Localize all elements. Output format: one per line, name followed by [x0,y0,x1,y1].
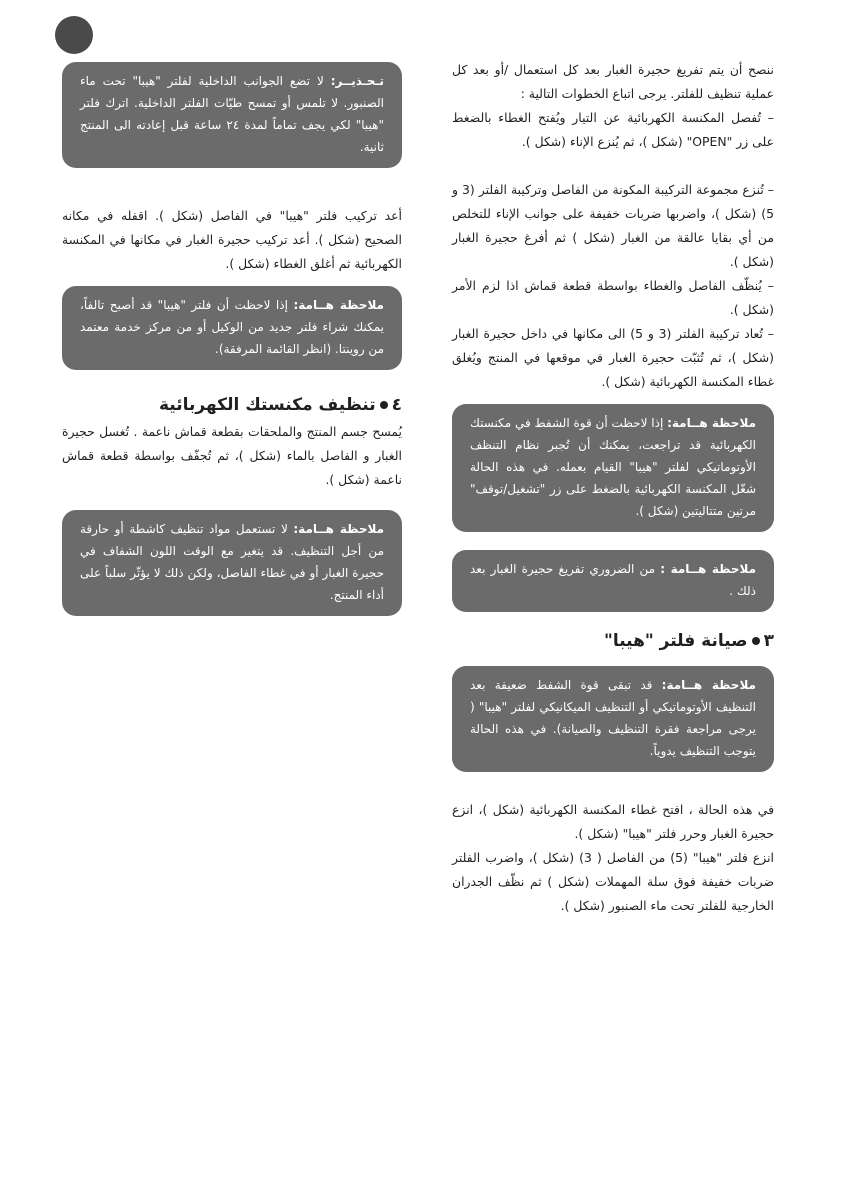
remove-filter-paragraph: انزع فلتر "هيبا" (5) من الفاصل ( 3) (شكل )، واضرب الفلتر ضربات خفيفة فوق سلة المهملات (شكل ) ثم نظّف الجدران الخارجية للفلتر تحت ماء الصنبور (شكل ). [452,850,774,913]
note-label: ملاحظة هــامة: [293,298,384,312]
cleaning-paragraph: يُمسح جسم المنتج والملحقات بقطعة قماش ناعمة . تُغسل حجيرة الغبار و الفاصل بالماء (شكل )، ثم تُجفّف بواسطة قطعة قماش ناعمة (شكل ). [62,424,402,487]
note-label: ملاحظة هــامة: [667,416,756,430]
note-abrasives [62,510,402,616]
bullet-icon [380,401,388,409]
note-text: من الضروري تفريغ حجيرة الغبار بعد ذلك . [470,562,756,598]
step-2: – تُنزع مجموعة التركيبة المكونة من الفاصل وتركيبة الفلتر (3 و 5) (شكل )، واضربها ضربات خفيفة على جوانب الإناء للتخلص من أي بقايا عالقة من الغبار (شكل ) ثم أفرغ حجيرة الغبار (شكل ). [452,182,774,269]
note-text: إذا لاحظت أن فلتر "هيبا" قد أصبح تالفاً، يمكنك شراء فلتر جديد من الوكيل أو من مركز خدمة معتمد من روينتا. (انظر القائمة المرفقة). [80,298,384,356]
reassemble-paragraph: أعد تركيب فلتر "هيبا" في الفاصل (شكل ). اقفله في مكانه الصحيح (شكل ). أعد تركيب حجيرة الغبار في مكانها في المكنسة الكهربائية ثم أغلق الغطاء (شكل ). [62,208,402,271]
step-3: – يُنظّف الفاصل والغطاء بواسطة قطعة قماش اذا لزم الأمر (شكل ). [452,278,774,317]
page-marker-dot [55,16,93,54]
note-suction-power [452,404,774,532]
note-text: لا تستعمل مواد تنظيف كاشطة أو حارقة من أجل التنظيف. قد يتغير مع الوقت اللون الشفاف في حجيرة الغبار أو في غطاء الفاصل، ولكن ذلك لا يؤثّر سلباً على أداء المنتج. [80,522,384,602]
note-manual-cleaning [452,666,774,772]
note-label: ملاحظة هــامة : [660,562,757,576]
note-label: ملاحظة هــامة: [293,522,385,536]
intro-paragraph: ننصح أن يتم تفريغ حجيرة الغبار بعد كل استعمال /أو بعد كل عملية تنظيف للفلتر. يرجى اتباع الخطوات التالية : [452,62,774,101]
note-text: إذا لاحظت أن قوة الشفط في مكنستك الكهربائية قد تراجعت، يمكنك أن تُجبر نظام التنظف الأوتوماتيكي لفلتر "هيبا" القيام بعمله. في هذه الحالة شغّل المكنسة الكهربائية بالضغط على زر "تشغيل/توقف" مرتين متتاليتين (شكل ). [470,416,756,518]
warning-text: لا تضع الجوانب الداخلية لفلتر "هيبا" تحت ماء الصنبور. لا تلمس أو تمسح طيّات الفلتر الداخلية. اترك فلتر "هيبا" لكي يجف تماماً لمدة ٢٤ ساعة قبل إعادته الى المنتج ثانية. [80,74,384,154]
note-empty-bin [452,550,774,612]
bullet-icon [752,637,760,645]
warning-box [62,62,402,168]
section-title: صيانة فلتر "هيبا" [603,631,748,651]
open-cover-paragraph: في هذه الحالة ، افتح غطاء المكنسة الكهربائية (شكل )، انزع حجيرة الغبار وحرر فلتر "هيبا" (شكل ). [452,802,774,841]
section-3-heading [452,628,774,654]
note-text: قد تبقى قوة الشفط ضعيفة بعد التنظيف الأوتوماتيكي أو التنظيف الميكانيكي لفلتر "هيبا" ( يرجى مراجعة فقرة التنظيف والصيانة). في هذه الحالة يتوجب التنظيف يدوياً. [470,678,756,758]
note-label: ملاحظة هــامة: [661,678,756,692]
note-damaged-filter [62,286,402,370]
step-1: – تُفصل المكنسة الكهربائية عن التيار ويُفتح الغطاء بالضغط على زر "OPEN" (شكل )، ثم يُنزع الإناء (شكل ). [452,110,774,149]
section-4-heading [62,392,402,418]
section-title: تنظيف مكنستك الكهربائية [158,395,376,415]
warning-label: تـحـذيــر: [330,74,384,88]
section-number: ٣ [763,631,774,651]
step-4: – تُعاد تركيبة الفلتر (3 و 5) الى مكانها في داخل حجيرة الغبار (شكل )، ثم تُثبّت حجيرة الغبار في موقعها في المنتج ويُغلق غطاء المكنسة الكهربائية (شكل ). [452,326,774,389]
section-number: ٤ [391,395,402,415]
